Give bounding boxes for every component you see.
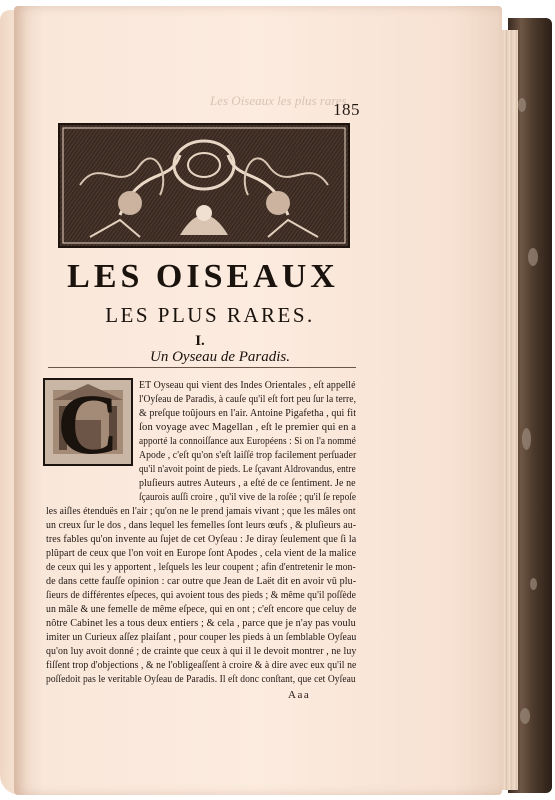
text-line: fiſſent trop d'objections , & ne l'obligeaſſent à croire & à dire avec eux qu'il ne <box>46 660 357 671</box>
text-line: de dans cette fauſſe opinion : car outre que Jean de Laët dit en avoir vû plu- <box>46 576 357 587</box>
text-line: apporté la connoiſſance aux Européens : Si on l'a nommé <box>139 436 356 447</box>
bleed-through-running-head: Les Oiseaux les plus rares. <box>210 93 350 108</box>
decorated-drop-cap <box>43 378 133 466</box>
text-line: Apode , c'eſt qu'on s'eſt laiſſé trop facilement perſuader <box>139 450 357 461</box>
text-line: pluſieurs autres Auteurs , a eſté de ce ſentiment. Je ne <box>139 478 356 489</box>
text-line: un mâle & une femelle de même eſpece, qui en ont ; c'eſt encore que celuy de <box>46 604 357 615</box>
text-line: ſçaurois auſſi croire , qu'il vive de la roſée ; qu'il ſe repoſe <box>139 492 357 503</box>
section-title: Un Oyseau de Paradis. <box>150 349 290 365</box>
section-numeral: I. <box>195 333 205 349</box>
text-line: ſon voyage avec Magellan , eſt le premier qui en a <box>139 422 357 433</box>
text-line: & preſque toûjours en l'air. Antoine Pigafetha , qui fit <box>139 408 357 419</box>
drop-cap-letter: C <box>56 378 120 466</box>
text-line: plûpart de ceux que l'on voit en Europe ſont Apodes , cela vient de la malice <box>46 548 357 559</box>
chapter-subtitle: LES PLUS RARES. <box>105 303 315 327</box>
text-line: qu'il n'avoit point de pieds. Le ſçavant Aldrovandus, entre <box>139 464 356 475</box>
headpiece-engraving <box>60 125 348 246</box>
text-line: tres fables qu'on invente au ſujet de cet Oyſeau : Je diray ſeulement que ſi la <box>46 534 357 545</box>
text-line: poſſedoit pas le veritable Oyſeau de Paradis. Il eſt donc conſtant, que cet Oyſeau <box>46 674 356 685</box>
page-number: 185 <box>333 100 360 119</box>
text-line: qu'on luy avoit donné ; de crainte que ceux à qui il le devoit montrer , ne luy <box>46 646 357 657</box>
section-rule <box>48 367 356 368</box>
chapter-title: LES OISEAUX <box>67 258 339 295</box>
text-line: les aiſles étenduës en l'air ; qu'on ne le prend jamais vivant ; que les mâles ont <box>46 506 356 517</box>
text-line: ET Oyseau qui vient des Indes Orientales , eſt appellé <box>139 380 356 391</box>
text-line: l'Oyſeau de Paradis, à cauſe qu'il eſt fort peu ſur la terre, <box>139 394 357 405</box>
text-line: un creux ſur le dos , dans lequel les femelles ſont leurs œufs , & pluſieurs au- <box>46 520 357 531</box>
engraved-headpiece <box>58 123 350 248</box>
text-line: de ceux qui les y apportent , leſquels les leur coupent ; afin d'entretenir le mon- <box>46 562 356 573</box>
text-line: ſieurs de différentes eſpeces, qui avoient tous des pieds ; & même qu'il poſſède <box>46 590 357 601</box>
text-line: imiter un Curieux aſſez plaiſant , pour couper les pieds à un ſemblable Oyſeau <box>46 632 357 643</box>
text-line: nôtre Cabinet les a tous deux entiers ; & cela , parce que je n'ay pas voulu <box>46 618 356 629</box>
signature-mark: Aaa <box>288 689 311 701</box>
